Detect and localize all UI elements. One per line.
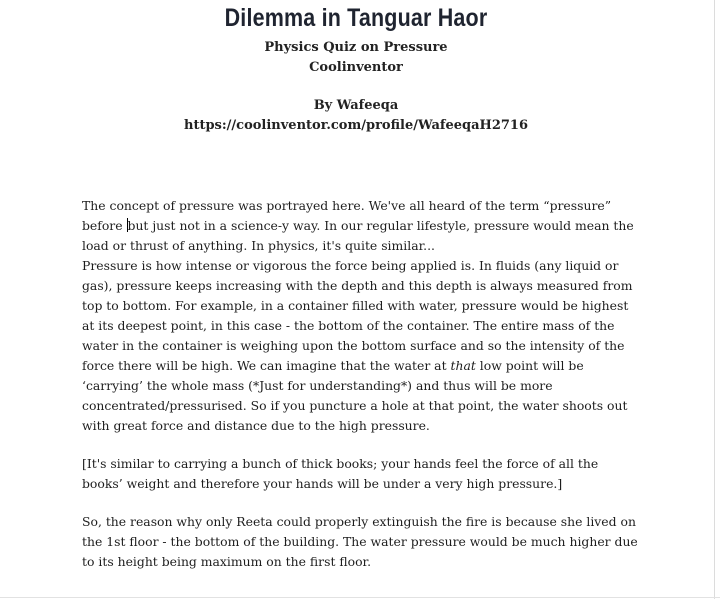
- paragraph-books-analogy: [It's similar to carrying a bunch of thick books; your hands feel the force of all the books’ weight and therefore your hands will be under a very high pressure.]: [82, 456, 599, 491]
- organization-name: Coolinventor: [309, 60, 403, 75]
- author-line: By Wafeeqa: [313, 98, 399, 113]
- paragraph-conclusion: So, the reason why only Reeta could properly extinguish the fire is because she lived on the 1st floor - the bottom of the building. The water pressure would be much higher due to its height being maximum on the first floor.: [82, 514, 638, 569]
- paragraph-intro: [82, 196, 642, 256]
- spacer: [82, 494, 642, 512]
- profile-link[interactable]: https://coolinventor.com/profile/WafeeqaH2716: [184, 118, 528, 133]
- document-body[interactable]: [82, 196, 642, 572]
- paragraph-intro-line1: The concept of pressure was portrayed here. We've all heard of the term “pressure” before: [82, 198, 612, 233]
- paragraph-pressure-explanation: [82, 256, 642, 436]
- paragraph-pressure-part2: low point will be ‘carrying’ the whole mass (*Just for understanding*) and thus will be more concentrated/pressurised. So if you puncture a hole at that point, the water shoots out with great force and distance due to the high pressure.: [82, 358, 628, 433]
- page-border-right: [714, 0, 715, 599]
- spacer: [82, 436, 642, 454]
- document-subtitle: Physics Quiz on Pressure: [264, 40, 448, 55]
- page-border-bottom: [0, 597, 720, 598]
- emphasis-that: that: [450, 358, 476, 373]
- paragraph-pressure-part1: Pressure is how intense or vigorous the force being applied is. In fluids (any liquid or gas), pressure keeps increasing with the depth and this depth is always measured from top to bottom. For example, in a container filled with water, pressure would be highest at its deepest point, in this case - the bottom of the container. The entire mass of the water in the container is weighing upon the bottom surface and so the intensity of the force there will be high. We can imagine that the water at: [82, 258, 633, 373]
- document-title: Dilemma in Tanguar Haor: [224, 4, 488, 32]
- paragraph-intro-rest: but just not in a science-y way. In our regular lifestyle, pressure would mean the load or thrust of anything. In physics, it's quite similar...: [82, 218, 634, 253]
